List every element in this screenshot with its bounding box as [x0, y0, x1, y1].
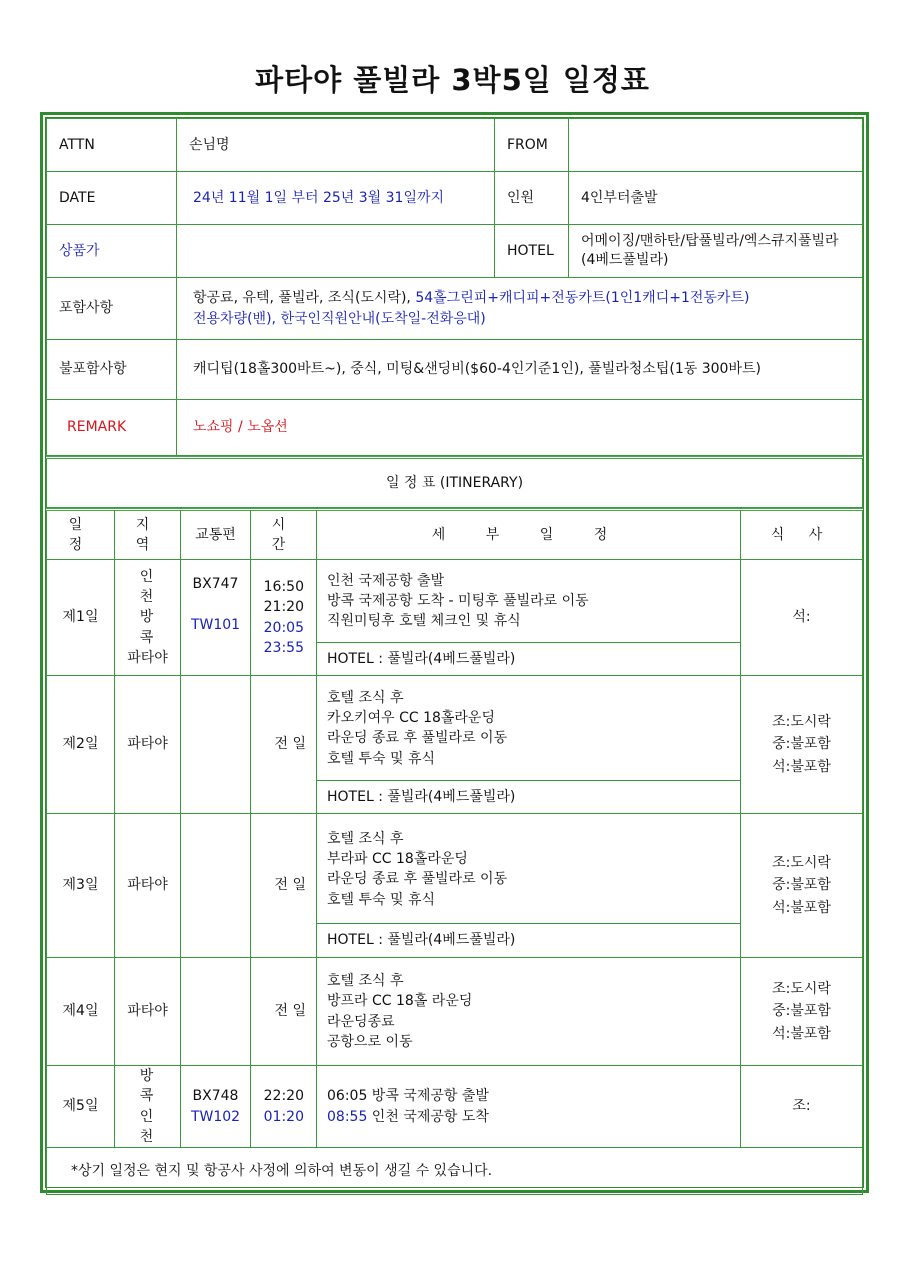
header-time: 시 간	[251, 510, 317, 560]
meals	[741, 958, 863, 1066]
detail-line: 방콕 국제공항 도착 - 미팅후 풀빌라로 이동	[327, 593, 589, 610]
meals	[741, 676, 863, 814]
included-blue-1: 54홀그린피+캐디피+전동카트(1인1캐디+1전동카트)	[415, 289, 750, 306]
meal-1: 조:도시락	[772, 980, 831, 997]
meals	[741, 560, 863, 676]
arrival-time: 08:55	[327, 1108, 368, 1125]
time-2: 21:20	[263, 599, 304, 616]
meal-1: 조:도시락	[772, 713, 831, 730]
region-1: 방 콕	[139, 1068, 166, 1105]
day-label: 제1일	[47, 560, 115, 676]
header-transport: 교통편	[181, 510, 251, 560]
region	[115, 1066, 181, 1148]
flights	[181, 958, 251, 1066]
detail-line: 호텔 조식 후	[327, 689, 404, 706]
detail-line: 호텔 투숙 및 휴식	[327, 891, 436, 908]
schedule-row-day1	[47, 560, 863, 676]
note-table	[46, 1148, 863, 1195]
flight-1: BX748	[192, 1088, 239, 1105]
meal-2: 중:불포함	[772, 877, 831, 894]
itinerary-title: 일 정 표 (ITINERARY)	[47, 458, 863, 508]
flights	[181, 676, 251, 814]
from-value	[569, 119, 863, 172]
included-value	[177, 278, 863, 340]
date-label: DATE	[47, 172, 177, 225]
page-title: 파타야 풀빌라 3박5일 일정표	[255, 63, 650, 97]
meal-1: 석:	[792, 609, 811, 626]
hotel-label: HOTEL	[495, 225, 569, 278]
details	[317, 1066, 741, 1148]
time-4: 23:55	[263, 639, 304, 656]
flights	[181, 814, 251, 958]
detail-line: 라운딩 종료 후 풀빌라로 이동	[327, 871, 508, 888]
meal-3: 석:불포함	[772, 758, 831, 775]
schedule-header-row	[47, 510, 863, 560]
flights	[181, 560, 251, 676]
disclaimer-note: *상기 일정은 현지 및 항공사 사정에 의하여 변동이 생길 수 있습니다.	[47, 1148, 863, 1194]
detail-line: 06:05 방콕 국제공항 출발	[327, 1088, 489, 1105]
meal-2: 중:불포함	[772, 1003, 831, 1020]
time-1: 16:50	[263, 578, 304, 595]
schedule-table	[46, 508, 863, 1148]
remark-label: REMARK	[47, 400, 177, 456]
detail-line	[327, 1107, 734, 1127]
detail-line: 부라파 CC 18홀라운딩	[327, 850, 468, 867]
flight-1: BX747	[192, 576, 239, 592]
included-row	[47, 278, 863, 340]
header-day: 일 정	[47, 510, 115, 560]
details	[317, 676, 741, 814]
hotel-line: HOTEL : 풀빌라(4베드풀빌라)	[317, 781, 740, 813]
details	[317, 560, 741, 676]
detail-line: 방프라 CC 18홀 라운딩	[327, 993, 473, 1010]
remark-row	[47, 400, 863, 456]
meals	[741, 1066, 863, 1148]
flight-gap	[187, 594, 244, 615]
region-3: 파타야	[127, 649, 168, 666]
meal-2: 중:불포함	[772, 736, 831, 753]
meal-1: 조:	[792, 1098, 811, 1115]
times	[251, 1066, 317, 1148]
region-2: 방 콕	[139, 609, 166, 646]
detail-line: 공항으로 이동	[327, 1033, 413, 1050]
hotel-value-line1: 어메이징/맨하탄/탑풀빌라/엑스큐지풀빌라	[581, 233, 839, 250]
region	[115, 560, 181, 676]
flight-2: TW102	[190, 1108, 241, 1125]
detail-line: 호텔 조식 후	[327, 830, 404, 847]
detail-line: 호텔 투숙 및 휴식	[327, 750, 436, 767]
detail-line: 라운딩종료	[327, 1013, 395, 1030]
hotel-line: HOTEL : 풀빌라(4베드풀빌라)	[317, 643, 740, 675]
from-label: FROM	[495, 119, 569, 172]
itinerary-frame	[40, 112, 869, 1193]
detail-line: 카오키여우 CC 18홀라운딩	[327, 709, 495, 726]
meal-3: 석:불포함	[772, 1025, 831, 1042]
meal-3: 석:불포함	[772, 899, 831, 916]
region: 파타야	[115, 676, 181, 814]
included-blue-2: 전용차량(밴), 한국인직원안내(도착일-전화응대)	[193, 310, 486, 327]
detail-line: 호텔 조식 후	[327, 972, 404, 989]
times	[251, 560, 317, 676]
times: 전 일	[251, 814, 317, 958]
attn-row	[47, 119, 863, 172]
remark-value: 노쇼핑 / 노옵션	[177, 400, 863, 456]
hotel-value	[569, 225, 863, 278]
region: 파타야	[115, 958, 181, 1066]
header-details: 세 부 일 정	[317, 510, 741, 560]
meals	[741, 814, 863, 958]
times: 전 일	[251, 958, 317, 1066]
detail-line: 인천 국제공항 출발	[327, 572, 445, 589]
day-label: 제2일	[47, 676, 115, 814]
details	[317, 814, 741, 958]
date-value: 24년 11월 1일 부터 25년 3월 31일까지	[177, 172, 495, 225]
day-label: 제5일	[47, 1066, 115, 1148]
hotel-line: HOTEL : 풀빌라(4베드풀빌라)	[317, 924, 740, 956]
times: 전 일	[251, 676, 317, 814]
excluded-value: 캐디팁(18홀300바트~), 중식, 미팅&샌딩비($60-4인기준1인), 풀빌라청소팁(1동 300바트)	[177, 340, 863, 400]
arrival-text: 인천 국제공항 도착	[367, 1108, 489, 1125]
people-label: 인원	[495, 172, 569, 225]
header-meals: 식 사	[741, 510, 863, 560]
price-value	[177, 225, 495, 278]
schedule-row-day4	[47, 958, 863, 1066]
time-2: 01:20	[263, 1108, 304, 1125]
day-label: 제4일	[47, 958, 115, 1066]
schedule-row-day5	[47, 1066, 863, 1148]
itinerary-title-table	[46, 456, 863, 508]
region-2: 인 천	[139, 1108, 166, 1145]
region-1: 인 천	[139, 568, 166, 606]
flight-2: TW101	[190, 617, 241, 634]
excluded-label: 불포함사항	[47, 340, 177, 400]
details	[317, 958, 741, 1066]
people-value: 4인부터출발	[569, 172, 863, 225]
flights	[181, 1066, 251, 1148]
region: 파타야	[115, 814, 181, 958]
included-black: 항공료, 유텍, 풀빌라, 조식(도시락),	[193, 289, 416, 306]
excluded-row	[47, 340, 863, 400]
time-3: 20:05	[263, 619, 304, 636]
time-1: 22:20	[263, 1088, 304, 1105]
schedule-row-day2	[47, 676, 863, 814]
included-label: 포함사항	[47, 278, 177, 340]
hotel-value-line2: (4베드풀빌라)	[581, 252, 669, 268]
detail-line: 라운딩 종료 후 풀빌라로 이동	[327, 730, 508, 747]
info-table	[46, 118, 863, 456]
attn-label: ATTN	[47, 119, 177, 172]
attn-value: 손님명	[177, 119, 495, 172]
header-region: 지 역	[115, 510, 181, 560]
price-label: 상품가	[47, 225, 177, 278]
price-hotel-row	[47, 225, 863, 278]
schedule-row-day3	[47, 814, 863, 958]
meal-1: 조:도시락	[772, 854, 831, 871]
detail-line: 직원미팅후 호텔 체크인 및 휴식	[327, 613, 521, 630]
date-row	[47, 172, 863, 225]
day-label: 제3일	[47, 814, 115, 958]
